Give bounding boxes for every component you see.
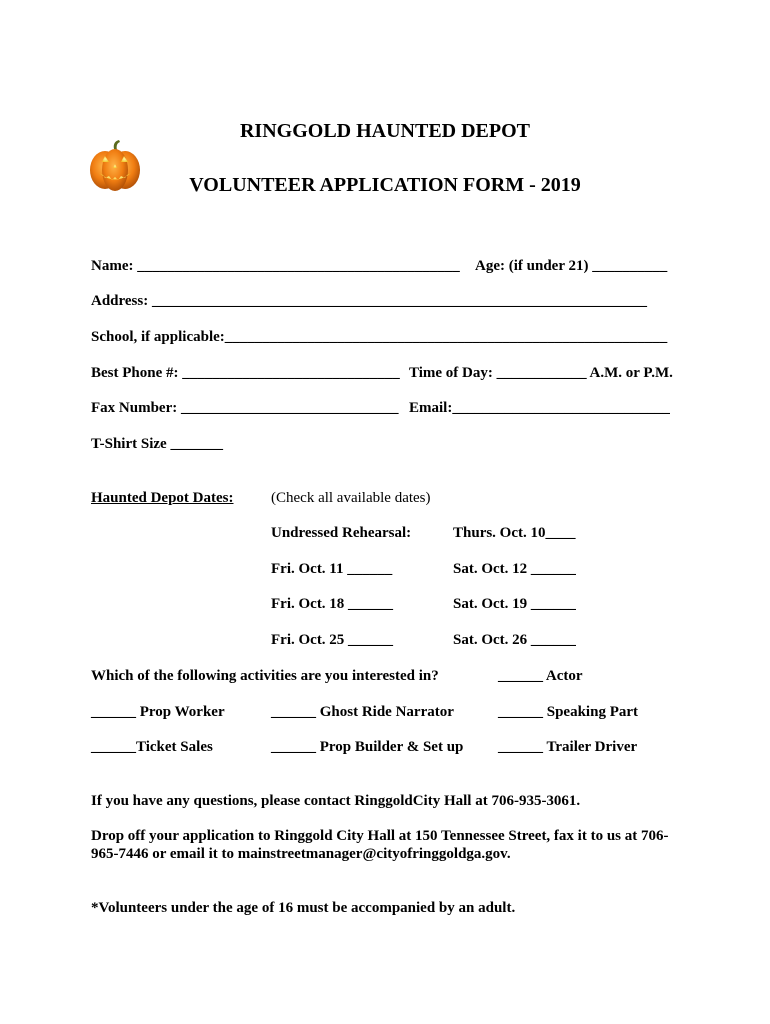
email-field[interactable]: Email:_____________________________	[409, 400, 670, 416]
activity-option-trailer-driver[interactable]: ______ Trailer Driver	[498, 739, 638, 755]
activity-option-ghost-ride-narrator[interactable]: ______ Ghost Ride Narrator	[271, 704, 454, 720]
dates-instruction: (Check all available dates)	[271, 490, 431, 506]
activity-option-prop-builder[interactable]: ______ Prop Builder & Set up	[271, 739, 464, 755]
school-field[interactable]: School, if applicable:___________________________________________________________	[91, 329, 668, 345]
activity-option-speaking-part[interactable]: ______ Speaking Part	[498, 704, 639, 720]
address-field[interactable]: Address: __________________________________________________________________	[91, 293, 647, 309]
age-field[interactable]: Age: (if under 21) __________	[475, 258, 668, 274]
activity-option-prop-worker[interactable]: ______ Prop Worker	[91, 704, 225, 720]
name-field[interactable]: Name: ___________________________________________	[91, 258, 460, 274]
date-option[interactable]: Sat. Oct. 19 ______	[453, 596, 576, 612]
form-subtitle: VOLUNTEER APPLICATION FORM - 2019	[189, 174, 581, 196]
form-title: RINGGOLD HAUNTED DEPOT	[239, 120, 531, 142]
date-option[interactable]: Sat. Oct. 12 ______	[453, 561, 576, 577]
date-option[interactable]: Fri. Oct. 18 ______	[271, 596, 394, 612]
phone-field[interactable]: Best Phone #: _____________________________	[91, 365, 400, 381]
questions-contact-note: If you have any questions, please contact RinggoldCity Hall at 706-935-3061.	[91, 793, 581, 809]
date-option[interactable]: Fri. Oct. 11 ______	[271, 561, 393, 577]
fax-field[interactable]: Fax Number: _____________________________	[91, 400, 399, 416]
dates-heading: Haunted Depot Dates:	[91, 490, 234, 506]
dropoff-instructions-line1: Drop off your application to Ringgold City Hall at 150 Tennessee Street, fax it to us at 706-	[91, 828, 669, 844]
activities-question: Which of the following activities are you interested in?	[91, 668, 439, 684]
rehearsal-date-option[interactable]: Thurs. Oct. 10____	[453, 525, 576, 541]
date-option[interactable]: Sat. Oct. 26 ______	[453, 632, 576, 648]
activity-option-actor[interactable]: ______ Actor	[498, 668, 583, 684]
activity-option-ticket-sales[interactable]: ______Ticket Sales	[91, 739, 213, 755]
age-requirement-note: *Volunteers under the age of 16 must be accompanied by an adult.	[91, 900, 516, 916]
date-option[interactable]: Fri. Oct. 25 ______	[271, 632, 394, 648]
dropoff-instructions-line2: 965-7446 or email it to mainstreetmanager@cityofringgoldga.gov.	[91, 846, 511, 862]
rehearsal-label: Undressed Rehearsal:	[271, 525, 412, 541]
time-of-day-field[interactable]: Time of Day: ____________ A.M. or P.M.	[409, 365, 673, 381]
tshirt-size-field[interactable]: T-Shirt Size _______	[91, 436, 223, 452]
